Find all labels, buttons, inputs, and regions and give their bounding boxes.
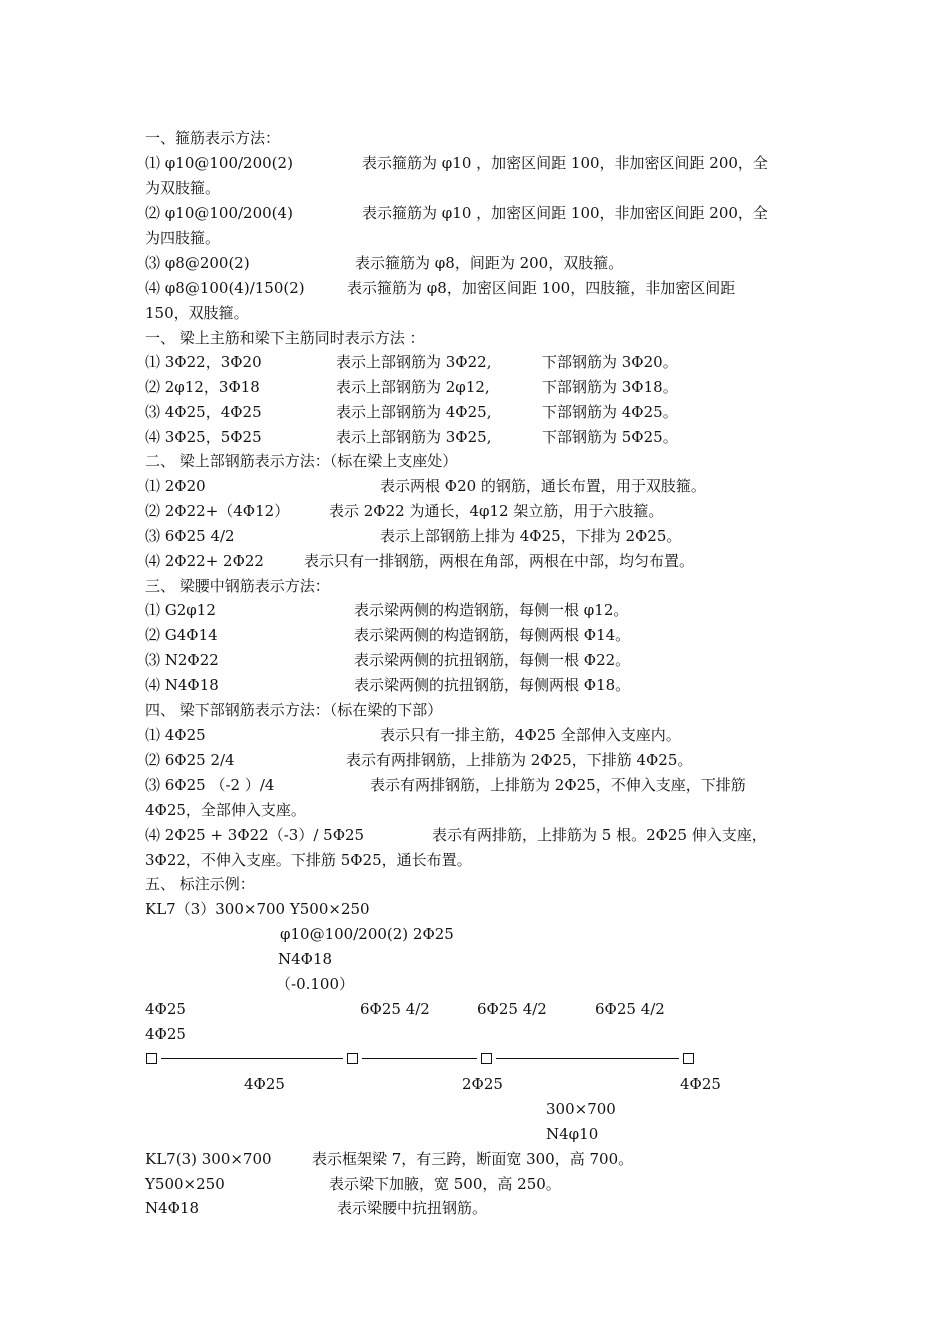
bottom-item-3-code: ⑶ 6Φ25 （-2 ）/4 [145, 776, 275, 794]
explain-3-desc: 表示梁腰中抗扭钢筋。 [337, 1199, 488, 1217]
top-item-4-code: ⑷ 2Φ22+ 2Φ22 [145, 552, 264, 570]
both-item-2-bottom: 下部钢筋为 3Φ18。 [542, 378, 678, 396]
top-item-2-desc: 表示 2Φ22 为通长，4φ12 架立筋，用于六肢箍。 [329, 502, 664, 520]
bottom-item-4-cont: 3Φ22，不伸入支座。下排筋 5Φ25，通长布置。 [145, 851, 472, 869]
example-support-bar-2: 6Φ25 4/2 [477, 1000, 547, 1018]
example-bottom-bar-1: 4Φ25 [244, 1075, 285, 1093]
example-stirrup-label: φ10@100/200(2) 2Φ25 [280, 925, 454, 943]
support-box-1 [146, 1053, 157, 1064]
stirrup-item-3-desc: 表示箍筋为 φ8，间距为 200，双肢箍。 [355, 254, 624, 272]
both-item-4-top: 表示上部钢筋为 3Φ25, [336, 428, 492, 446]
top-item-3-code: ⑶ 6Φ25 4/2 [145, 527, 235, 545]
example-section-size: 300×700 [546, 1100, 616, 1118]
both-item-2-code: ⑵ 2φ12，3Φ18 [145, 378, 260, 396]
waist-item-2-desc: 表示梁两侧的构造钢筋，每侧两根 Φ14。 [354, 626, 631, 644]
waist-item-1-code: ⑴ G2φ12 [145, 601, 216, 619]
bottom-item-2-desc: 表示有两排钢筋，上排筋为 2Φ25，下排筋 4Φ25。 [346, 751, 693, 769]
support-box-2 [347, 1053, 358, 1064]
waist-item-3-desc: 表示梁两侧的抗扭钢筋，每侧一根 Φ22。 [354, 651, 631, 669]
bottom-item-1-desc: 表示只有一排主筋，4Φ25 全部伸入支座内。 [380, 726, 681, 744]
bottom-item-2-code: ⑵ 6Φ25 2/4 [145, 751, 235, 769]
bottom-item-4-code: ⑷ 2Φ25 + 3Φ22（-3）/ 5Φ25 [145, 826, 365, 844]
both-item-1-bottom: 下部钢筋为 3Φ20。 [542, 353, 678, 371]
both-item-3-bottom: 下部钢筋为 4Φ25。 [542, 403, 678, 421]
top-item-1-desc: 表示两根 Φ20 的钢筋，通长布置，用于双肢箍。 [380, 477, 706, 495]
example-section-waist: N4φ10 [546, 1125, 599, 1143]
top-item-3-desc: 表示上部钢筋上排为 4Φ25，下排为 2Φ25。 [380, 527, 682, 545]
stirrup-item-4-code: ⑷ φ8@100(4)/150(2) [145, 279, 305, 297]
stirrup-item-1-code: ⑴ φ10@100/200(2) [145, 154, 293, 172]
explain-1-code: KL7(3) 300×700 [145, 1150, 272, 1168]
stirrup-item-2-cont: 为四肢箍。 [145, 229, 221, 247]
both-item-3-code: ⑶ 4Φ25，4Φ25 [145, 403, 262, 421]
waist-heading: 三、 梁腰中钢筋表示方法： [145, 577, 330, 595]
example-bottom-bar-2: 2Φ25 [462, 1075, 503, 1093]
both-item-1-code: ⑴ 3Φ22，3Φ20 [145, 353, 262, 371]
bottom-heading: 四、 梁下部钢筋表示方法：（标在梁的下部） [145, 701, 443, 719]
example-elevation-label: （-0.100） [276, 975, 355, 993]
both-item-1-top: 表示上部钢筋为 3Φ22, [336, 353, 492, 371]
both-item-2-top: 表示上部钢筋为 2φ12, [336, 378, 490, 396]
support-box-3 [481, 1053, 492, 1064]
explain-2-code: Y500×250 [145, 1175, 225, 1193]
bottom-item-3-desc: 表示有两排钢筋，上排筋为 2Φ25，不伸入支座，下排筋 [370, 776, 746, 794]
stirrup-item-4-cont: 150，双肢箍。 [145, 304, 249, 322]
stirrup-item-1-cont: 为双肢箍。 [145, 179, 221, 197]
waist-item-4-desc: 表示梁两侧的抗扭钢筋，每侧两根 Φ18。 [354, 676, 631, 694]
waist-item-4-code: ⑷ N4Φ18 [145, 676, 219, 694]
support-box-4 [683, 1053, 694, 1064]
top-heading: 二、 梁上部钢筋表示方法：（标在梁上支座处） [145, 452, 458, 470]
example-waist-label: N4Φ18 [278, 950, 333, 968]
stirrup-heading: 一、箍筋表示方法： [145, 129, 281, 147]
waist-item-1-desc: 表示梁两侧的构造钢筋，每侧一根 φ12。 [354, 601, 629, 619]
bottom-item-1-code: ⑴ 4Φ25 [145, 726, 206, 744]
example-bottom-bar-3: 4Φ25 [680, 1075, 721, 1093]
both-heading: 一、 梁上主筋和梁下主筋同时表示方法 ： [145, 329, 425, 347]
span-line-2 [362, 1058, 477, 1059]
example-support-bar-1: 6Φ25 4/2 [360, 1000, 430, 1018]
stirrup-item-3-code: ⑶ φ8@200(2) [145, 254, 250, 272]
stirrup-item-2-desc: 表示箍筋为 φ10 ，加密区间距 100，非加密区间距 200，全 [362, 204, 768, 222]
bottom-item-3-cont: 4Φ25，全部伸入支座。 [145, 801, 306, 819]
stirrup-item-4-desc: 表示箍筋为 φ8，加密区间距 100，四肢箍，非加密区间距 [347, 279, 736, 297]
example-left-top-bar: 4Φ25 [145, 1000, 186, 1018]
both-item-4-code: ⑷ 3Φ25，5Φ25 [145, 428, 262, 446]
top-item-4-desc: 表示只有一排钢筋，两根在角部，两根在中部，均匀布置。 [304, 552, 695, 570]
both-item-3-top: 表示上部钢筋为 4Φ25, [336, 403, 492, 421]
example-left-bar-2: 4Φ25 [145, 1025, 186, 1043]
top-item-2-code: ⑵ 2Φ22+（4Φ12） [145, 502, 290, 520]
explain-3-code: N4Φ18 [145, 1199, 200, 1217]
stirrup-item-1-desc: 表示箍筋为 φ10 ，加密区间距 100，非加密区间距 200，全 [362, 154, 768, 172]
span-line-3 [496, 1058, 679, 1059]
top-item-1-code: ⑴ 2Φ20 [145, 477, 206, 495]
waist-item-3-code: ⑶ N2Φ22 [145, 651, 219, 669]
both-item-4-bottom: 下部钢筋为 5Φ25。 [542, 428, 678, 446]
explain-1-desc: 表示框架梁 7，有三跨，断面宽 300，高 700。 [312, 1150, 634, 1168]
stirrup-item-2-code: ⑵ φ10@100/200(4) [145, 204, 293, 222]
example-support-bar-3: 6Φ25 4/2 [595, 1000, 665, 1018]
span-line-1 [161, 1058, 343, 1059]
example-heading: 五、 标注示例： [145, 875, 255, 893]
example-beam-label: KL7（3）300×700 Y500×250 [145, 900, 370, 918]
waist-item-2-code: ⑵ G4Φ14 [145, 626, 218, 644]
explain-2-desc: 表示梁下加腋，宽 500，高 250。 [329, 1175, 561, 1193]
bottom-item-4-desc: 表示有两排筋，上排筋为 5 根。2Φ25 伸入支座， [432, 826, 767, 844]
